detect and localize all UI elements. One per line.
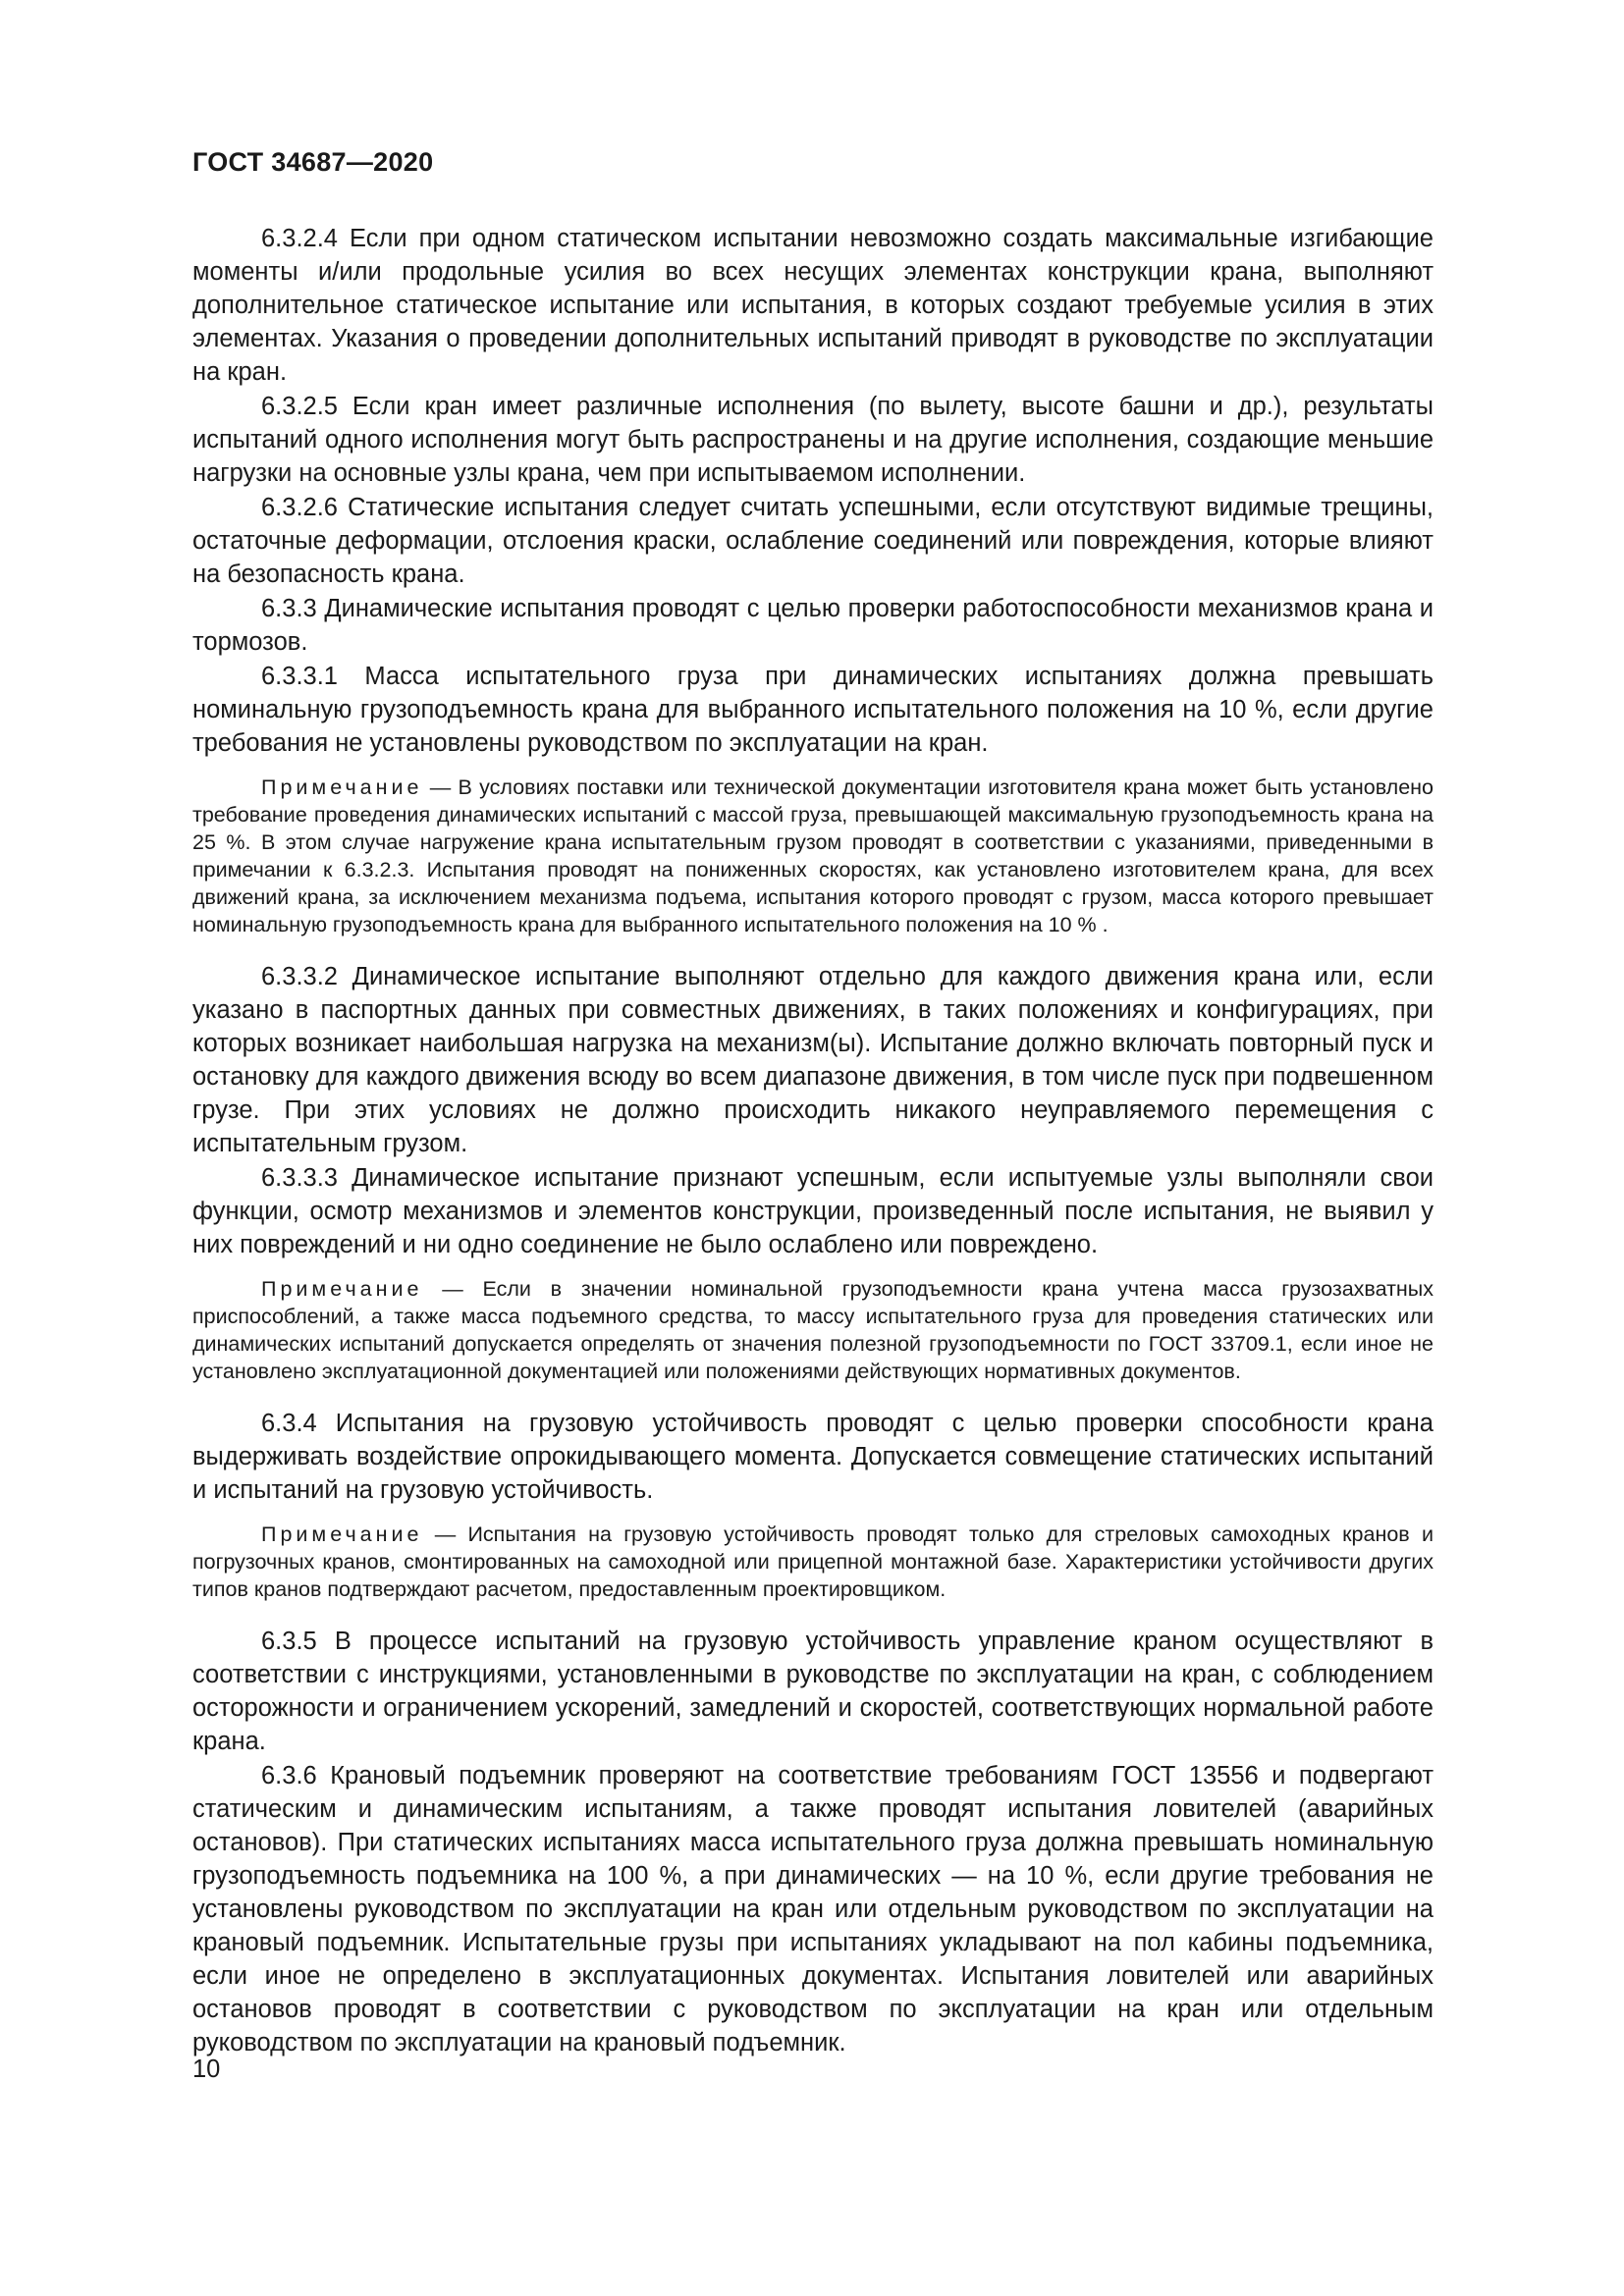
paragraph-6-3-2-4: 6.3.2.4 Если при одном статическом испытании невозможно создать максимальные изгибающие моменты и/или продольные усилия во всех несущих элементах конструкции крана, выполняют дополнительное статическое испытание или испытания, в которых создают требуемые усилия в этих элементах. Указания о проведении дополнительных испытаний приводят в руководстве по эксплуатации на кран. — [192, 225, 1434, 386]
note-rated-capacity — [192, 1275, 1434, 1385]
paragraph-6-3-4: 6.3.4 Испытания на грузовую устойчивость проводят с целью проверки способности крана выдерживать воздействие опрокидывающего момента. Допускается совмещение статических испытаний и испытаний на грузовую устойчивость. — [192, 1410, 1434, 1504]
note-label: Примечание — [261, 775, 423, 799]
note-text: — В условиях поставки или технической документации изготовителя крана может быть установлено требование проведения динамических испытаний с массой груза, превышающей максимальную грузоподъемность крана на 25 %. В этом случае нагружение крана испытательным грузом проводят в соответствии с указаниями, приведенными в примечании к 6.3.2.3. Испытания проводят на пониженных скоростях, как установлено изготовителем крана, для всех движений крана, за исключением механизма подъема, испытания которого проводят с грузом, масса которого превышает номинальную грузоподъемность крана для выбранного испытательного положения на 10 % . — [192, 775, 1434, 936]
document-header: ГОСТ 34687—2020 — [192, 147, 434, 177]
note-label: Примечание — [261, 1522, 423, 1546]
note-text: — Испытания на грузовую устойчивость проводят только для стреловых самоходных кранов и погрузочных кранов, смонтированных на самоходной или прицепной монтажной базе. Характеристики устойчивости других типов кранов подтверждают расчетом, предоставленным проектировщиком. — [192, 1522, 1434, 1601]
paragraph-6-3-3-3: 6.3.3.3 Динамическое испытание признают успешным, если испытуемые узлы выполняли свои функции, осмотр механизмов и элементов конструкции, произведенный после испытания, не выявил у них повреждений и ни одно соединение не было ослаблено или повреждено. — [192, 1164, 1434, 1258]
paragraph-6-3-3: 6.3.3 Динамические испытания проводят с целью проверки работоспособности механизмов крана и тормозов. — [192, 595, 1434, 656]
paragraph-6-3-2-6: 6.3.2.6 Статические испытания следует считать успешными, если отсутствуют видимые трещины, остаточные деформации, отслоения краски, ослабление соединений или повреждения, которые влияют на безопасность крана. — [192, 494, 1434, 588]
paragraph-6-3-2-5: 6.3.2.5 Если кран имеет различные исполнения (по вылету, высоте башни и др.), результаты испытаний одного исполнения могут быть распространены и на другие исполнения, создающие меньшие нагрузки на основные узлы крана, чем при испытываемом исполнении. — [192, 393, 1434, 487]
note-label: Примечание — [261, 1277, 423, 1301]
document-body — [192, 222, 1434, 2060]
note-text: — Если в значении номинальной грузоподъемности крана учтена масса грузозахватных приспособлений, а также масса подъемного средства, то массу испытательного груза для проведения статических или динамических испытаний допускается определять от значения полезной грузоподъемности по ГОСТ 33709.1, если иное не установлено эксплуатационной документацией или положениями действующих нормативных документов. — [192, 1277, 1434, 1383]
page-number: 10 — [192, 2056, 221, 2083]
paragraph-6-3-3-1: 6.3.3.1 Масса испытательного груза при динамических испытаниях должна превышать номинальную грузоподъемность крана для выбранного испытательного положения на 10 %, если другие требования не установлены руководством по эксплуатации на кран. — [192, 663, 1434, 757]
note-stability — [192, 1521, 1434, 1603]
paragraph-6-3-5: 6.3.5 В процессе испытаний на грузовую устойчивость управление краном осуществляют в соответствии с инструкциями, установленными в руководстве по эксплуатации на кран, с соблюдением осторожности и ограничением ускорений, замедлений и скоростей, соответствующих нормальной работе крана. — [192, 1628, 1434, 1755]
note-dynamic-test — [192, 774, 1434, 938]
paragraph-6-3-3-2: 6.3.3.2 Динамическое испытание выполняют отдельно для каждого движения крана или, если указано в паспортных данных при совместных движениях, в таких положениях и конфигурациях, при которых возникает наибольшая нагрузка на механизм(ы). Испытание должно включать повторный пуск и остановку для каждого движения всюду во всем диапазоне движения, в том числе пуск при подвешенном грузе. При этих условиях не должно происходить никакого неуправляемого перемещения с испытательным грузом. — [192, 963, 1434, 1157]
paragraph-6-3-6: 6.3.6 Крановый подъемник проверяют на соответствие требованиям ГОСТ 13556 и подвергают статическим и динамическим испытаниям, а также проводят испытания ловителей (аварийных остановов). При статических испытаниях масса испытательного груза должна превышать номинальную грузоподъемность подъемника на 100 %, а при динамических — на 10 %, если другие требования не установлены руководством по эксплуатации на кран или отдельным руководством по эксплуатации на крановый подъемник. Испытательные грузы при испытаниях укладывают на пол кабины подъемника, если иное не определено в эксплуатационных документах. Испытания ловителей или аварийных остановов проводят в соответствии с руководством по эксплуатации на кран или отдельным руководством по эксплуатации на крановый подъемник. — [192, 1762, 1434, 2056]
